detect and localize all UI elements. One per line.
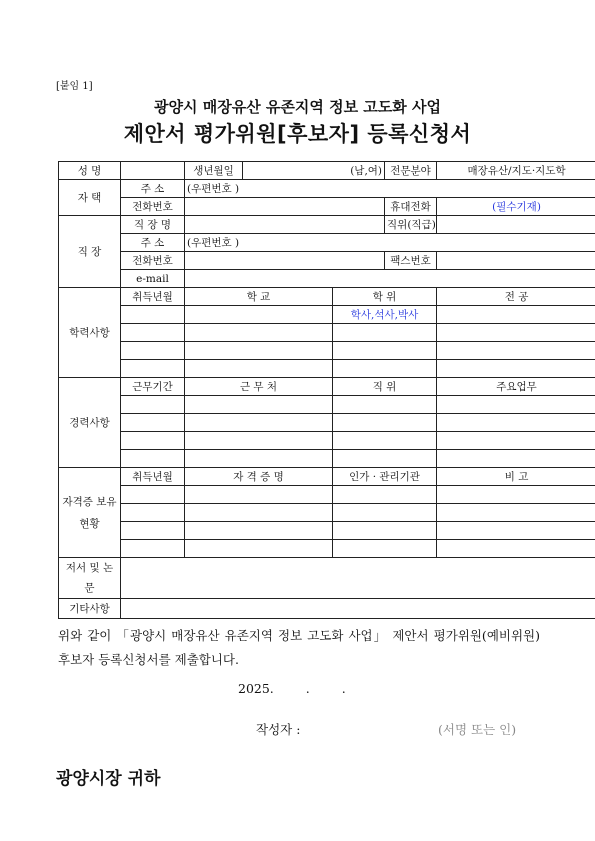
work-address-field[interactable]: (우편번호 ) bbox=[185, 234, 595, 252]
cert-header-date: 취득년월 bbox=[121, 468, 185, 486]
page-title: 제안서 평가위원[후보자] 등록신청서 bbox=[123, 122, 472, 146]
mobile-field[interactable]: (필수기재) bbox=[437, 198, 595, 216]
field-value[interactable]: 매장유산/지도·지도학 bbox=[437, 162, 595, 180]
home-phone-field[interactable] bbox=[185, 198, 385, 216]
home-phone-label: 전화번호 bbox=[121, 198, 185, 216]
project-subtitle: 광양시 매장유산 유존지역 정보 고도화 사업 bbox=[154, 98, 441, 116]
table-row bbox=[59, 414, 595, 432]
table-row bbox=[59, 324, 595, 342]
name-label: 성 명 bbox=[59, 162, 121, 180]
publication-field[interactable] bbox=[121, 558, 595, 599]
career-header-period: 근무기간 bbox=[121, 378, 185, 396]
etc-label: 기타사항 bbox=[59, 599, 121, 619]
table-row bbox=[59, 342, 595, 360]
fax-field[interactable] bbox=[437, 252, 595, 270]
home-label: 자 택 bbox=[59, 180, 121, 216]
edu-header-major: 전 공 bbox=[437, 288, 595, 306]
mobile-label: 휴대전화 bbox=[385, 198, 437, 216]
etc-field[interactable] bbox=[121, 599, 595, 619]
name-field[interactable] bbox=[121, 162, 185, 180]
position-label: 직위(직급) bbox=[385, 216, 437, 234]
birth-label: 생년월일 bbox=[185, 162, 243, 180]
cert-header-agency: 인가 · 관리기관 bbox=[333, 468, 437, 486]
table-row bbox=[59, 432, 595, 450]
application-form-table bbox=[58, 161, 595, 619]
workplace-field[interactable] bbox=[185, 216, 385, 234]
date-field[interactable]: 2025. . . bbox=[238, 681, 346, 696]
education-label: 학력사항 bbox=[59, 288, 121, 378]
cert-header-name: 자 격 증 명 bbox=[185, 468, 333, 486]
field-label: 전문분야 bbox=[385, 162, 437, 180]
career-label: 경력사항 bbox=[59, 378, 121, 468]
table-row bbox=[59, 522, 595, 540]
work-phone-field[interactable] bbox=[185, 252, 385, 270]
career-header-position: 직 위 bbox=[333, 378, 437, 396]
work-address-label: 주 소 bbox=[121, 234, 185, 252]
signature-field[interactable]: (서명 또는 인) bbox=[438, 722, 517, 737]
gender-label: (남,여) bbox=[350, 165, 383, 177]
cert-label: 자격증 보유현황 bbox=[59, 468, 121, 558]
table-row bbox=[59, 360, 595, 378]
career-header-company: 근 무 처 bbox=[185, 378, 333, 396]
table-row bbox=[59, 486, 595, 504]
closing-addressee: 광양시장 귀하 bbox=[56, 769, 161, 789]
fax-label: 팩스번호 bbox=[385, 252, 437, 270]
degree-hint[interactable]: 학사,석사,박사 bbox=[333, 306, 437, 324]
statement-text: 위와 같이 「광양시 매장유산 유존지역 정보 고도화 사업」 제안서 평가위원(예비위원) 후보자 등록신청서를 제출합니다. bbox=[58, 628, 540, 667]
edu-header-school: 학 교 bbox=[185, 288, 333, 306]
work-phone-label: 전화번호 bbox=[121, 252, 185, 270]
career-header-duty: 주요업무 bbox=[437, 378, 595, 396]
attachment-label: [붙임 1] bbox=[56, 81, 93, 92]
birth-gender-field[interactable] bbox=[243, 162, 385, 180]
email-label: e-mail bbox=[121, 270, 185, 288]
table-row bbox=[59, 306, 595, 324]
email-field[interactable] bbox=[185, 270, 595, 288]
work-label: 직 장 bbox=[59, 216, 121, 288]
workplace-label: 직 장 명 bbox=[121, 216, 185, 234]
table-row bbox=[59, 504, 595, 522]
table-row bbox=[59, 396, 595, 414]
edu-header-degree: 학 위 bbox=[333, 288, 437, 306]
edu-header-date: 취득년월 bbox=[121, 288, 185, 306]
home-address-field[interactable]: (우편번호 ) bbox=[185, 180, 595, 198]
cert-header-note: 비 고 bbox=[437, 468, 595, 486]
table-row bbox=[59, 540, 595, 558]
writer-label: 작성자 : bbox=[256, 722, 301, 737]
publication-label: 저서 및 논문 bbox=[59, 558, 121, 599]
table-row bbox=[59, 450, 595, 468]
position-field[interactable] bbox=[437, 216, 595, 234]
home-address-label: 주 소 bbox=[121, 180, 185, 198]
